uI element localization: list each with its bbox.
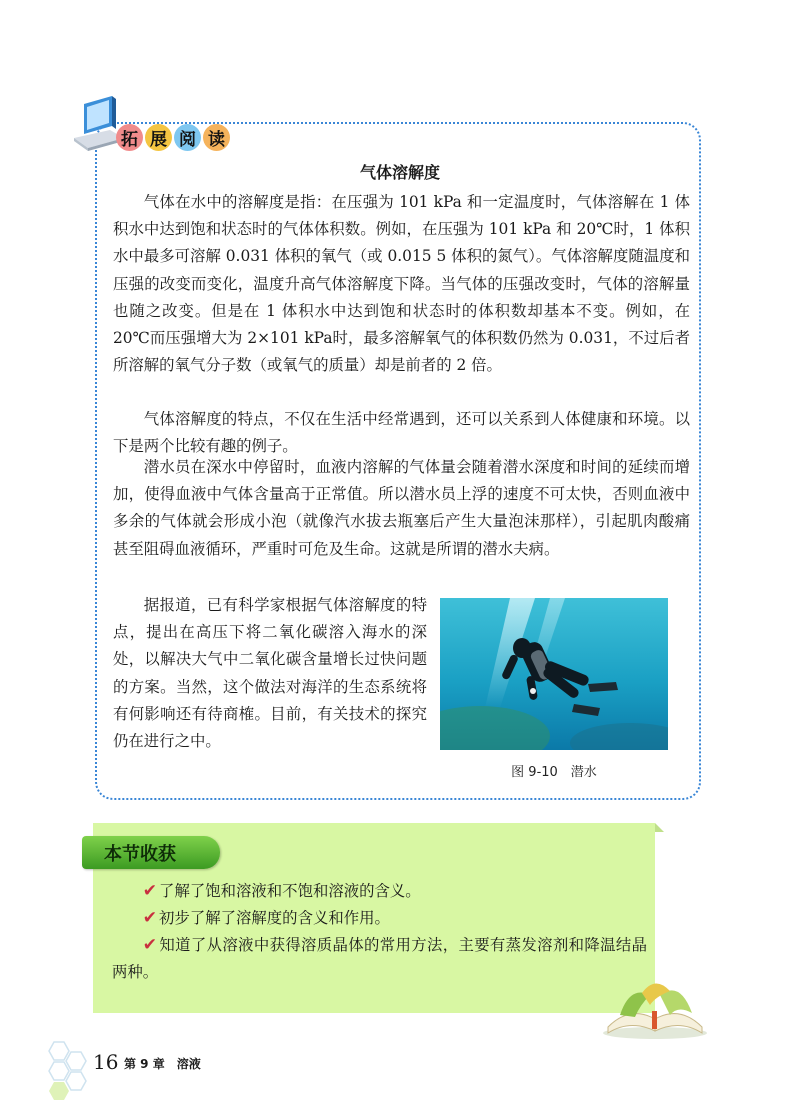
paragraph: 潜水员在深水中停留时，血液内溶解的气体量会随着潜水深度和时间的延续而增加，使得血液中气体含量高于正常值。所以潜水员上浮的速度不可太快，否则血液中多余的气体就会形成小泡（就像汽水拔去瓶塞后产生大量泡沫那样），引起肌肉酸痛甚至阻碍血液循环，严重时可危及生命。这就是所谓的潜水夫病。: [113, 458, 690, 558]
summary-item-text: 了解了饱和溶液和不饱和溶液的含义。: [159, 882, 421, 900]
page-number: 16: [93, 1050, 119, 1074]
tag-char: 阅: [174, 124, 201, 151]
check-icon: ✔: [142, 935, 158, 955]
chapter-label: 第 9 章 溶液: [124, 1057, 201, 1071]
tag-char: 拓: [116, 124, 143, 151]
hexagon-decoration: [40, 1040, 98, 1100]
summary-item-text: 知道了从溶液中获得溶质晶体的常用方法，主要有蒸发溶剂和降温结晶两种。: [112, 936, 647, 982]
diver-photo: [440, 598, 668, 750]
summary-item: [112, 932, 647, 986]
summary-item: [112, 905, 647, 932]
paragraph: 据报道，已有科学家根据气体溶解度的特点，提出在高压下将二氧化碳溶入海水的深处，以解决大气中二氧化碳含量增长过快问题的方案。当然，这个做法对海洋的生态系统将有何影响还有待商榷。目前，有关技术的探究仍在进行之中。: [113, 596, 427, 751]
paragraph: 气体溶解度的特点，不仅在生活中经常遇到，还可以关系到人体健康和环境。以下是两个比较有趣的例子。: [113, 410, 690, 456]
summary-heading: 本节收获: [104, 843, 176, 865]
tag-char: 读: [203, 124, 230, 151]
open-book-icon: [600, 975, 710, 1040]
check-icon: ✔: [142, 908, 158, 928]
figure-caption: 图 9-10 潜水: [511, 765, 597, 780]
summary-heading-tab: [82, 836, 220, 869]
reading-tag: [116, 122, 232, 152]
tag-char: 展: [145, 124, 172, 151]
summary-item-text: 初步了解了溶解度的含义和作用。: [159, 909, 390, 927]
summary-item: [112, 878, 647, 905]
paragraph: 气体在水中的溶解度是指：在压强为 101 kPa 和一定温度时，气体溶解在 1 体积水中达到饱和状态时的气体体积数。例如，在压强为 101 kPa 和 20℃时，1 体积水中最多可溶解 0.031 体积的氧气（或 0.015 5 体积的氮气）。气体溶解度随温度和压强的改变而变化，温度升高气体溶解度下降。当气体的压强改变时，气体的溶解量也随之改变。但是在 1 体积水中达到饱和状态时的体积数却基本不变。例如，在20℃而压强增大为 2×101 kPa时，最多溶解氧气的体积数仍然为 0.031，不过后者所溶解的氧气分子数（或氧气的质量）却是前者的 2 倍。: [113, 193, 690, 375]
summary-fold: [655, 823, 664, 832]
check-icon: ✔: [142, 881, 158, 901]
reading-title: 气体溶解度: [359, 163, 440, 182]
